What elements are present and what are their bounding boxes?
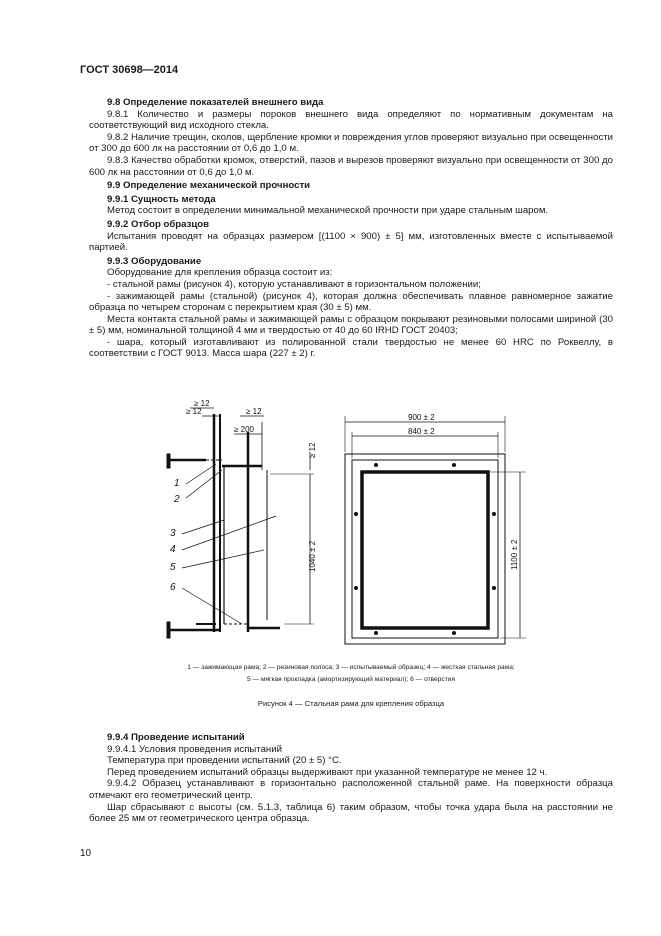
paragraph: 9.8.2 Наличие трещин, сколов, щербление кромки и повреждения углов проверяют визуально при освещенности от 300 до 600 лк на расстоянии от 0,6 до 1,0 м. (89, 131, 613, 155)
paragraph: Шар сбрасывают с высоты (см. 5.1.3, таблица 6) таким образом, чтобы точка удара была на расстоянии не более 25 мм от геометрического центра образца. (89, 801, 613, 825)
paragraph: 9.9.4.1 Условия проведения испытаний (107, 743, 282, 755)
plan-view (345, 416, 526, 644)
figure-caption: Рисунок 4 — Стальная рама для крепления образца (257, 699, 445, 708)
dim-vertical-1040: 1040 ± 2 (308, 540, 317, 572)
figure-labels (170, 478, 180, 593)
paragraph: Метод состоит в определении минимальной механической прочности при ударе стальным шаром. (107, 205, 549, 217)
paragraph: - шара, который изготавливают из полированной стали твердостью не менее 60 HRC по Роквеллу, в соответствии с ГОСТ 9013. Масса шара (227 ± 2) г. (89, 336, 613, 360)
paragraph: 9.9.4.2 Образец устанавливают в горизонтально расположенной стальной раме. На поверхности образца отмечают его геометрический центр. (89, 778, 613, 801)
paragraph: Перед проведением испытаний образцы выдерживают при указанной температуре не менее 12 ч. (107, 766, 548, 778)
dim-900: 900 ± 2 (408, 413, 435, 422)
paragraph: Испытания проводят на образцах размером [(1100 × 900) ± 5] мм, изготовленных вместе с испытываемой партией. (89, 230, 613, 254)
paragraph: 9.8.3 Качество обработки кромок, отверстий, пазов и вырезов проверяют визуально при освещенности от 300 до 600 лк на расстоянии от 0,6 до 1,0 м. (89, 154, 613, 178)
document-header: ГОСТ 30698—2014 (80, 64, 179, 76)
label-5: 5 (170, 562, 176, 573)
label-3: 3 (170, 528, 176, 539)
section-heading: 9.9.3 Оборудование (107, 255, 202, 267)
section-view (167, 408, 314, 638)
label-6: 6 (170, 582, 176, 593)
dim-top-3: ≥ 12 (246, 407, 262, 416)
label-2: 2 (174, 494, 180, 505)
page-number: 10 (80, 848, 92, 859)
figure-legend (89, 662, 613, 686)
paragraph: - зажимающей рамы (стальной) (рисунок 4), которая должна обеспечивать плавное равномерное зажатие образца по четырем сторонам с перекрытием края (30 ± 5) мм. (89, 290, 613, 314)
section-heading: 9.9.2 Отбор образцов (107, 218, 209, 230)
legend-line-2: 5 — мягкая прокладка (амортизирующий материал); 6 — отверстия (247, 676, 455, 683)
plan-holes (354, 463, 496, 635)
paragraph: Оборудование для крепления образца состоит из: (107, 267, 333, 279)
paragraph: Температура при проведении испытаний (20 ± 5) °С. (107, 755, 342, 767)
section-heading: 9.9.1 Сущность метода (107, 193, 216, 205)
section-dimensions (186, 399, 317, 572)
legend-line-1: 1 — зажимающая рама; 2 — резиновая полоса; 3 — испытываемый образец; 4 — жесткая стальная рама; (187, 664, 515, 671)
paragraph: 9.8.1 Количество и размеры пороков внешнего вида определяют по нормативным документам на соответствующий вид исходного стекла. (89, 108, 613, 132)
paragraph: Места контакта стальной рамы и зажимающей рамы с образцом покрывают резиновыми полосами шириной (30 ± 5) мм, номинальной толщиной 4 мм и твердостью от 40 до 60 IRHD ГОСТ 20403; (89, 313, 613, 337)
section-text-bottom (89, 730, 613, 825)
dim-1100: 1100 ± 2 (510, 539, 519, 570)
dim-top-1: ≥ 12 (194, 399, 210, 408)
dim-top-2: ≥ 12 (186, 407, 202, 416)
dim-vertical-small: ≥ 12 (308, 442, 317, 458)
plan-dimensions (408, 413, 519, 570)
label-4: 4 (170, 544, 176, 555)
label-1: 1 (174, 478, 180, 489)
section-heading: 9.9 Определение механической прочности (107, 180, 311, 192)
dim-top-4: ≥ 200 (234, 425, 254, 434)
section-heading: 9.9.4 Проведение испытаний (107, 732, 245, 743)
dim-840: 840 ± 2 (408, 427, 435, 436)
section-heading: 9.8 Определение показателей внешнего вида (107, 97, 324, 108)
paragraph: - стальной рамы (рисунок 4), которую устанавливают в горизонтальном положении; (107, 278, 481, 290)
section-text-top (89, 95, 613, 360)
figure-4-steel-frame (150, 392, 530, 662)
